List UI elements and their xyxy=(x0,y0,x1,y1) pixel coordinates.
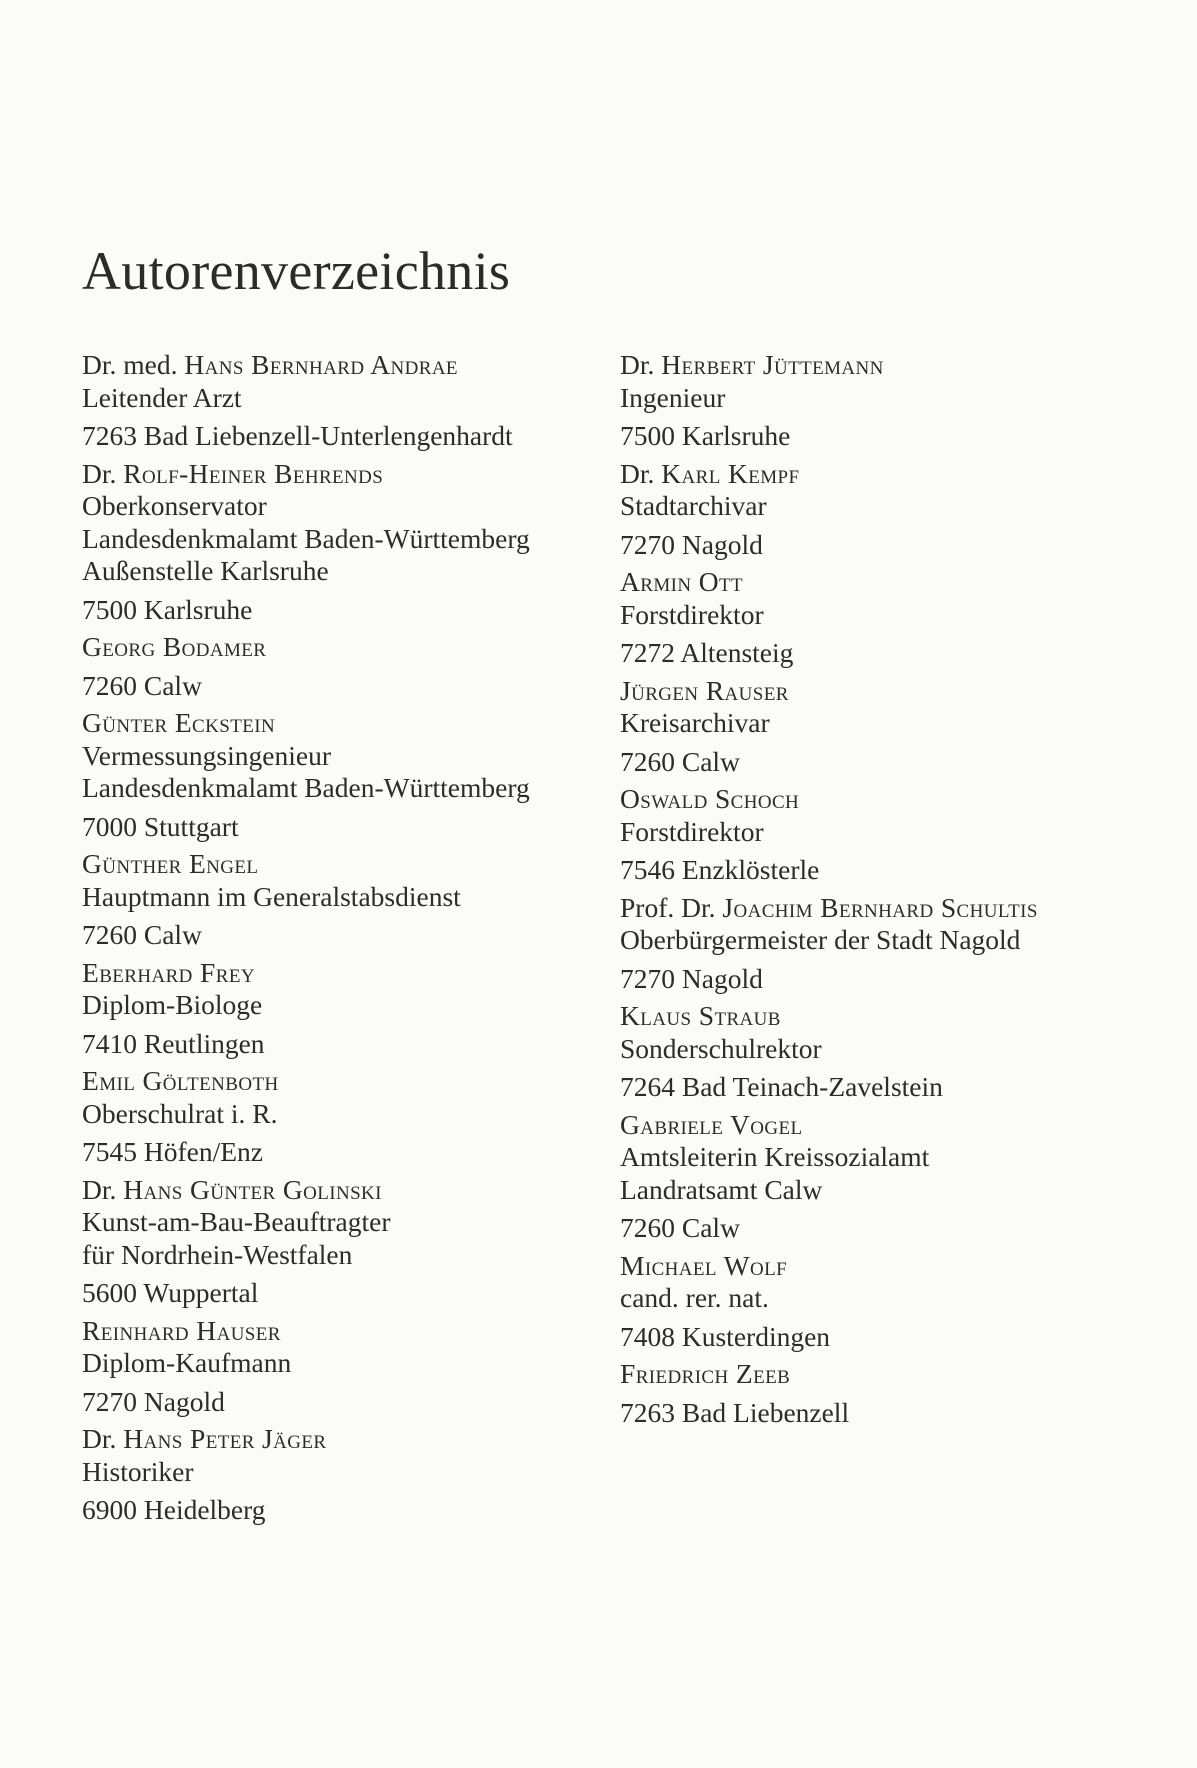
author-city: 6900 Heidelberg xyxy=(82,1494,266,1525)
author-city: 7410 Reutlingen xyxy=(82,1027,265,1059)
author-city: 7270 Nagold xyxy=(82,1385,225,1417)
author-position-line: für Nordrhein-Westfalen xyxy=(82,1238,353,1270)
author-name: Friedrich Zeeb xyxy=(620,1358,791,1389)
author-entry xyxy=(82,1065,602,1169)
author-title-prefix: Dr. xyxy=(82,457,117,489)
author-city: 7408 Kusterdingen xyxy=(620,1320,831,1352)
author-city: 7260 Calw xyxy=(82,919,202,950)
author-entry xyxy=(620,349,1120,453)
author-name: Hans Peter Jäger xyxy=(123,1423,327,1454)
author-title-prefix: Dr. xyxy=(620,349,655,380)
author-position-line: Amtsleiterin Kreissozialamt xyxy=(620,1141,930,1172)
author-name-line xyxy=(620,458,1120,491)
author-position-line: Sonderschulrektor xyxy=(620,1032,822,1064)
author-city: 7263 Bad Liebenzell-Unterlengenhardt xyxy=(82,420,513,451)
author-name-line xyxy=(82,848,602,881)
author-name: Emil Göltenboth xyxy=(82,1065,279,1096)
author-position-line: Landratsamt Calw xyxy=(620,1173,823,1205)
author-city: 7500 Karlsruhe xyxy=(620,420,791,451)
author-name: Günter Eckstein xyxy=(82,707,276,738)
author-position-line: Kunst-am-Bau-Beauftragter xyxy=(82,1206,391,1237)
author-name-line xyxy=(82,707,602,740)
author-entry xyxy=(620,1109,1120,1245)
author-position-line: Forstdirektor xyxy=(620,815,764,847)
author-entry xyxy=(82,458,602,627)
author-name: Günther Engel xyxy=(82,848,259,879)
author-name-line xyxy=(82,957,602,990)
author-entry xyxy=(620,458,1120,562)
author-name: Eberhard Frey xyxy=(82,956,255,988)
author-name-line xyxy=(620,1000,1120,1033)
author-entry xyxy=(620,783,1120,887)
author-entry xyxy=(82,707,602,843)
author-entry xyxy=(620,1358,1120,1429)
author-position-line: Historiker xyxy=(82,1455,194,1487)
author-position-line: Vermessungsingenieur xyxy=(82,739,331,771)
author-name: Georg Bodamer xyxy=(82,631,267,662)
author-position-line: Kreisarchivar xyxy=(620,707,770,738)
author-city: 7270 Nagold xyxy=(620,962,763,994)
author-position-line: Oberbürgermeister der Stadt Nagold xyxy=(620,924,1021,955)
author-name-line xyxy=(620,892,1120,925)
author-position-line: Leitender Arzt xyxy=(82,381,242,413)
author-name: Klaus Straub xyxy=(620,1000,781,1031)
author-position-line: Oberkonservator xyxy=(82,490,267,521)
author-city: 7272 Altensteig xyxy=(620,637,794,668)
author-name: Herbert Jüttemann xyxy=(661,349,884,380)
author-title-prefix: Dr. xyxy=(82,1173,117,1205)
author-city: 7260 Calw xyxy=(82,669,202,701)
author-name: Armin Ott xyxy=(620,566,744,597)
author-entry xyxy=(82,957,602,1061)
author-position-line: Landesdenkmalamt Baden-Württemberg xyxy=(82,772,530,803)
author-position-line: Außenstelle Karlsruhe xyxy=(82,555,329,586)
author-entry xyxy=(82,349,602,453)
author-city: 7000 Stuttgart xyxy=(82,810,239,842)
author-name: Rolf-Heiner Behrends xyxy=(123,457,384,489)
author-position-line: Stadtarchivar xyxy=(620,490,767,521)
author-name: Michael Wolf xyxy=(620,1249,788,1281)
author-position-line: cand. rer. nat. xyxy=(620,1282,769,1313)
author-entry xyxy=(82,1423,602,1527)
author-name-line xyxy=(620,349,1120,382)
author-name-line xyxy=(82,1174,602,1207)
author-name-line xyxy=(620,1109,1120,1142)
author-city: 7500 Karlsruhe xyxy=(82,593,253,625)
author-position-line: Forstdirektor xyxy=(620,598,764,630)
author-position-line: Diplom-Kaufmann xyxy=(82,1347,292,1378)
author-name: Jürgen Rauser xyxy=(620,674,789,706)
author-name-line xyxy=(620,1250,1120,1283)
author-name-line xyxy=(620,675,1120,708)
author-city: 7260 Calw xyxy=(620,745,740,777)
author-name-line xyxy=(82,1065,602,1098)
author-city: 7264 Bad Teinach-Zavelstein xyxy=(620,1071,943,1102)
author-entry xyxy=(620,892,1120,996)
author-entry xyxy=(82,848,602,952)
author-name: Hans Günter Golinski xyxy=(123,1173,382,1205)
author-entry xyxy=(620,1250,1120,1354)
author-entry xyxy=(620,675,1120,779)
author-name-line xyxy=(620,1358,1120,1391)
author-city: 7270 Nagold xyxy=(620,528,763,560)
author-name: Hans Bernhard Andrae xyxy=(184,349,458,380)
author-position-line: Hauptmann im Generalstabsdienst xyxy=(82,880,461,912)
author-entry xyxy=(620,566,1120,670)
author-title-prefix: Dr. med. xyxy=(82,349,178,380)
author-title-prefix: Prof. Dr. xyxy=(620,891,716,923)
author-title-prefix: Dr. xyxy=(620,457,655,489)
page-title: Autorenverzeichnis xyxy=(82,241,511,301)
author-name: Reinhard Hauser xyxy=(82,1314,281,1346)
author-list-left-column xyxy=(82,349,602,1532)
author-position-line: Oberschulrat i. R. xyxy=(82,1097,278,1129)
author-position-line: Diplom-Biologe xyxy=(82,989,263,1020)
author-name: Gabriele Vogel xyxy=(620,1108,803,1140)
author-name-line xyxy=(82,1315,602,1348)
author-name-line xyxy=(620,566,1120,599)
author-city: 7545 Höfen/Enz xyxy=(82,1136,263,1167)
author-entry xyxy=(82,631,602,702)
author-city: 7546 Enzklösterle xyxy=(620,854,820,885)
author-name-line xyxy=(82,1423,602,1456)
author-name: Karl Kempf xyxy=(661,457,800,489)
author-entry xyxy=(82,1174,602,1310)
author-entry xyxy=(82,1315,602,1419)
author-city: 7260 Calw xyxy=(620,1212,740,1243)
author-position-line: Ingenieur xyxy=(620,381,726,413)
author-name-line xyxy=(82,458,602,491)
author-name-line xyxy=(82,349,602,382)
author-list-right-column xyxy=(620,349,1120,1434)
author-name-line xyxy=(620,783,1120,816)
author-name: Oswald Schoch xyxy=(620,783,800,814)
author-city: 5600 Wuppertal xyxy=(82,1277,259,1308)
author-position-line: Landesdenkmalamt Baden-Württemberg xyxy=(82,522,530,554)
author-entry xyxy=(620,1000,1120,1104)
author-name-line xyxy=(82,631,602,664)
author-name: Joachim Bernhard Schultis xyxy=(722,891,1038,923)
author-city: 7263 Bad Liebenzell xyxy=(620,1396,850,1428)
author-title-prefix: Dr. xyxy=(82,1423,117,1454)
